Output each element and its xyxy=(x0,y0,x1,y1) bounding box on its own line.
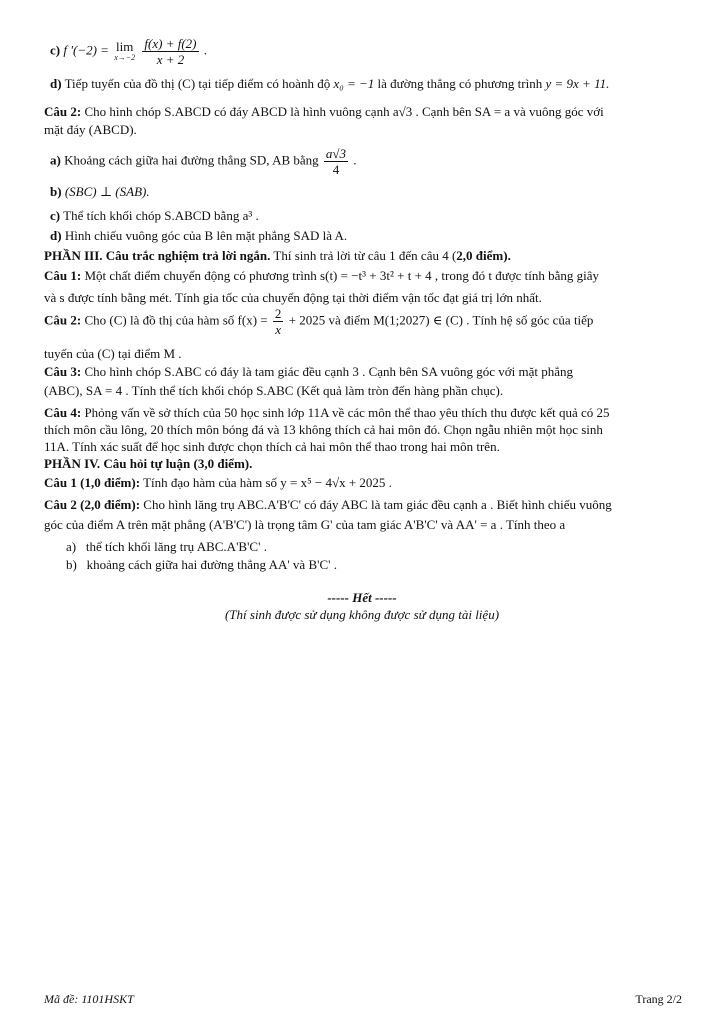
question-text: mặt đáy (ABCD). xyxy=(44,122,137,137)
option-label: c) xyxy=(50,208,61,223)
punctuation: . xyxy=(353,152,357,168)
derivative-expression: f '(−2) = xyxy=(63,42,113,58)
p3-question-4-line-2 xyxy=(44,422,694,438)
question-2-line-1 xyxy=(44,104,694,120)
question-title: Câu 2: xyxy=(44,312,82,328)
math-x0: x₀ = −1 xyxy=(333,76,375,91)
question-title: Câu 2: xyxy=(44,104,82,119)
p3-question-3-line-2 xyxy=(44,383,694,399)
p3-question-2-line-2 xyxy=(44,346,694,362)
section-intro: Thí sinh trả lời từ câu 1 đến câu 4 ( xyxy=(273,248,457,263)
p4-question-2-line-2 xyxy=(44,517,694,533)
question-text-2: là đường thẳng có phương trình xyxy=(377,76,543,91)
limit-word: lim xyxy=(116,38,134,54)
question-2d xyxy=(50,228,700,244)
section-3-header xyxy=(44,248,694,264)
fraction-denominator: x + 2 xyxy=(156,52,185,67)
question-title: Câu 1 (1,0 điểm): xyxy=(44,475,141,490)
option-label: a) xyxy=(50,152,61,168)
question-text: góc của điểm A trên mặt phẳng (A'B'C') là trọng tâm G' của tam giác A'B'C' và AA' = a . Tính theo a xyxy=(44,517,566,532)
option-text: Hình chiếu vuông góc của B lên mặt phẳng SAD là A. xyxy=(64,228,348,243)
option-label: c) xyxy=(50,42,61,58)
p4-question-2b xyxy=(66,557,716,573)
option-label: a) xyxy=(66,539,77,554)
p3-question-4-line-1 xyxy=(44,405,694,421)
end-marker: ----- Hết ----- xyxy=(327,590,397,605)
option-label: b) xyxy=(66,557,77,572)
limit-fraction xyxy=(142,36,198,67)
option-text: thể tích khối lăng trụ ABC.A'B'C' . xyxy=(85,539,267,554)
question-2-line-2 xyxy=(44,122,694,138)
end-note: (Thí sinh được sử dụng không được sử dụng tài liệu) xyxy=(224,607,500,622)
question-title: Câu 3: xyxy=(44,364,82,379)
question-text: Một chất điểm chuyển động có phương trình s(t) = −t³ + 3t² + t + 4 , trong đó t được tính bằng giây xyxy=(84,268,600,283)
p4-question-1 xyxy=(44,475,694,491)
limit-operator xyxy=(114,38,136,63)
p3-question-3-line-1 xyxy=(44,364,694,380)
question-text: (ABC), SA = 4 . Tính thể tích khối chóp S.ABC (Kết quả làm tròn đến hàng phần chục). xyxy=(44,383,504,398)
question-text: thích môn cầu lông, 20 thích môn bóng đá và 13 không thích cả hai môn đó. Chọn ngẫu nhiên một học sinh xyxy=(44,422,603,437)
option-text: (SBC) ⊥ (SAB). xyxy=(64,184,150,199)
fraction-numerator: 2 xyxy=(274,306,282,321)
p3-question-1-line-2 xyxy=(44,290,694,306)
option-text: Thể tích khối chóp S.ABCD bằng a³ . xyxy=(63,208,259,223)
section-title: PHẦN IV. Câu hỏi tự luận (3,0 điểm). xyxy=(44,456,253,471)
math-equation: y = 9x + 11. xyxy=(545,76,610,91)
question-text: Phỏng vấn về sở thích của 50 học sinh lớp 11A về các môn thể thao yêu thích thu được kết quả có 25 xyxy=(84,405,610,420)
question-text: Cho (C) là đồ thị của hàm số f(x) = xyxy=(84,312,268,328)
question-1c xyxy=(50,36,700,67)
fraction-numerator: f(x) + f(2) xyxy=(144,36,197,51)
option-label: d) xyxy=(50,76,62,91)
option-fraction xyxy=(324,146,348,177)
option-label: b) xyxy=(50,184,62,199)
question-text: 11A. Tính xác suất để học sinh được chọn thích cả hai môn thể thao trong hai môn trên. xyxy=(44,439,500,454)
question-title: Câu 2 (2,0 điểm): xyxy=(44,497,141,512)
question-title: Câu 4: xyxy=(44,405,82,420)
question-title: Câu 1: xyxy=(44,268,82,283)
option-label: d) xyxy=(50,228,62,243)
question-2b xyxy=(50,184,700,200)
question-text: Tiếp tuyến của đồ thị (C) tại tiếp điểm có hoành độ xyxy=(64,76,331,91)
fraction-denominator: 4 xyxy=(332,162,340,177)
question-2c xyxy=(50,208,700,224)
p3-question-4-line-3 xyxy=(44,439,694,455)
section-points: 2,0 điểm). xyxy=(456,248,511,263)
fraction-denominator: x xyxy=(275,322,281,337)
fraction-numerator: a√3 xyxy=(325,146,347,161)
page-number: Trang 2/2 xyxy=(635,992,682,1006)
question-text-2: + 2025 và điểm M(1;2027) ∈ (C) . Tính hệ số góc của tiếp xyxy=(288,312,594,328)
option-text: khoảng cách giữa hai đường thẳng AA' và B'C' . xyxy=(86,557,337,572)
question-text: Tính đạo hàm của hàm số y = x⁵ − 4√x + 2025 . xyxy=(143,475,392,490)
question-2a xyxy=(50,146,700,177)
option-text: Khoảng cách giữa hai đường thẳng SD, AB bằng xyxy=(64,152,319,168)
question-text: Cho hình lăng trụ ABC.A'B'C' có đáy ABC là tam giác đều cạnh a . Biết hình chiếu vuông xyxy=(143,497,612,512)
question-text: tuyến của (C) tại điểm M . xyxy=(44,346,182,361)
question-text: Cho hình chóp S.ABC có đáy là tam giác đều cạnh 3 . Cạnh bên SA vuông góc với mặt phẳng xyxy=(84,364,573,379)
exam-code: Mã đề: 1101HSKT xyxy=(44,992,134,1006)
p4-question-2a xyxy=(66,539,716,555)
p3-question-1-line-1 xyxy=(44,268,694,284)
question-1d xyxy=(50,76,700,92)
limit-subscript: x→−2 xyxy=(114,52,136,62)
section-title: PHẦN III. Câu trắc nghiệm trả lời ngắn. xyxy=(44,248,271,263)
question-text: Cho hình chóp S.ABCD có đáy ABCD là hình vuông cạnh a√3 . Cạnh bên SA = a và vuông góc với xyxy=(84,104,604,119)
function-fraction xyxy=(273,306,284,337)
p3-question-2-line-1 xyxy=(44,306,694,337)
question-text: và s được tính bằng mét. Tính gia tốc của chuyển động tại thời điểm vận tốc đạt giá trị lớn nhất. xyxy=(44,290,542,305)
p4-question-2-line-1 xyxy=(44,497,694,513)
section-4-header xyxy=(44,456,694,472)
punctuation: . xyxy=(203,42,208,58)
